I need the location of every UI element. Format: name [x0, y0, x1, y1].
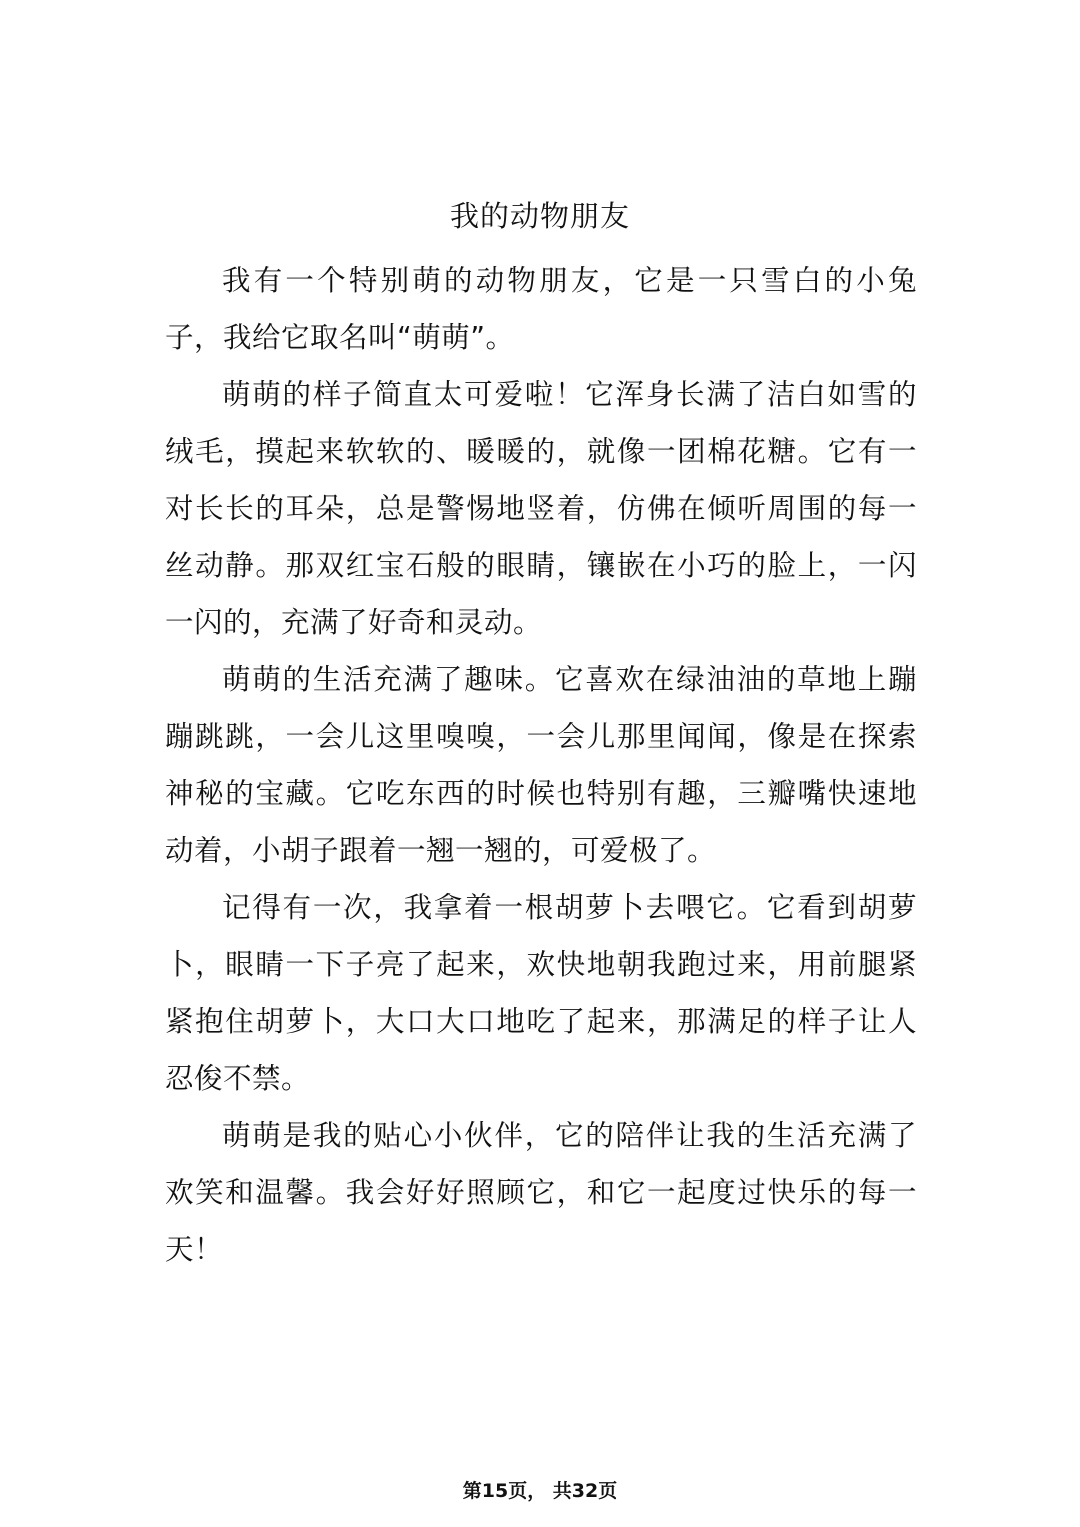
paragraph-4: 记得有一次，我拿着一根胡萝卜去喂它。它看到胡萝卜，眼睛一下子亮了起来，欢快地朝我跑过来，用前腿紧紧抱住胡萝卜，大口大口地吃了起来，那满足的样子让人忍俊不禁。 [165, 891, 917, 1095]
document-title: 我的动物朋友 [449, 199, 630, 233]
paragraph-2: 萌萌的样子简直太可爱啦！它浑身长满了洁白如雪的绒毛，摸起来软软的、暖暖的，就像一团棉花糖。它有一对长长的耳朵，总是警惕地竖着，仿佛在倾听周围的每一丝动静。那双红宝石般的眼睛，镶嵌在小巧的脸上，一闪一闪的，充满了好奇和灵动。 [165, 378, 917, 639]
page-number-footer: 第15页， 共32页 [462, 1480, 618, 1502]
paragraph-5: 萌萌是我的贴心小伙伴，它的陪伴让我的生活充满了欢笑和温馨。我会好好照顾它，和它一起度过快乐的每一天！ [165, 1119, 917, 1266]
document-body [165, 252, 917, 1278]
paragraph-1: 我有一个特别萌的动物朋友，它是一只雪白的小兔子，我给它取名叫“萌萌”。 [165, 264, 917, 354]
paragraph-3: 萌萌的生活充满了趣味。它喜欢在绿油油的草地上蹦蹦跳跳，一会儿这里嗅嗅，一会儿那里闻闻，像是在探索神秘的宝藏。它吃东西的时候也特别有趣，三瓣嘴快速地动着，小胡子跟着一翘一翘的，可爱极了。 [165, 663, 917, 867]
